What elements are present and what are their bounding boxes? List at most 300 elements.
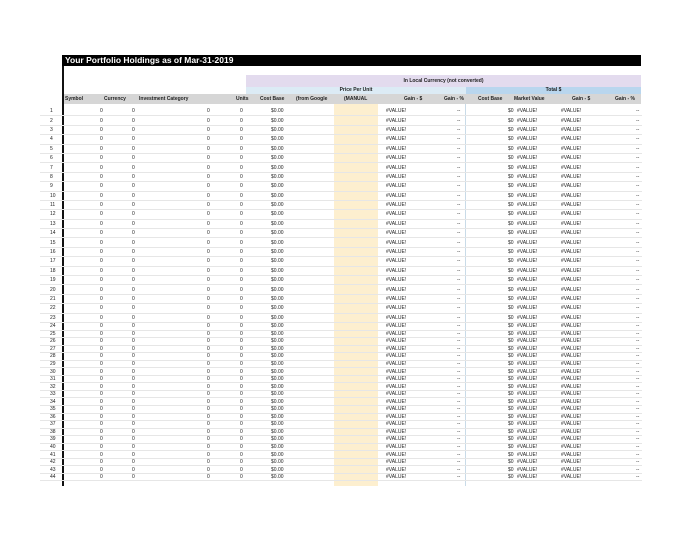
cell-total-gain-dollar[interactable]: #VALUE!	[561, 249, 582, 256]
header-total-gain-pct[interactable]: Gain - %	[615, 96, 636, 102]
cell-total-gain-dollar[interactable]: #VALUE!	[561, 421, 582, 428]
cell-market-value[interactable]: #VALUE!	[517, 145, 538, 152]
cell-gain-pct[interactable]: --	[457, 398, 461, 405]
table-row[interactable]	[40, 248, 642, 257]
cell-symbol[interactable]: 0	[100, 164, 103, 171]
cell-total-gain-pct[interactable]: --	[636, 249, 640, 256]
table-row[interactable]	[40, 406, 642, 414]
cell-gain-dollar[interactable]: #VALUE!	[386, 267, 407, 274]
cell-currency[interactable]: 0	[132, 230, 135, 237]
cell-units[interactable]: 0	[240, 136, 243, 143]
cell-gain-pct[interactable]: --	[457, 164, 461, 171]
cell-category[interactable]: 0	[207, 230, 210, 237]
cell-currency[interactable]: 0	[132, 108, 135, 115]
cell-gain-dollar[interactable]: #VALUE!	[386, 345, 407, 352]
cell-gain-dollar[interactable]: #VALUE!	[386, 108, 407, 115]
cell-cost-base[interactable]: $0.00	[271, 286, 284, 293]
cell-total-cost-base[interactable]: $0	[508, 391, 514, 398]
cell-market-value[interactable]: #VALUE!	[517, 277, 538, 284]
cell-symbol[interactable]: 0	[100, 173, 103, 180]
cell-total-gain-dollar[interactable]: #VALUE!	[561, 406, 582, 413]
cell-currency[interactable]: 0	[132, 249, 135, 256]
cell-category[interactable]: 0	[207, 406, 210, 413]
cell-symbol[interactable]: 0	[100, 451, 103, 458]
cell-gain-dollar[interactable]: #VALUE!	[386, 296, 407, 302]
cell-total-gain-pct[interactable]: --	[636, 314, 640, 321]
cell-gain-dollar[interactable]: #VALUE!	[386, 183, 407, 190]
header-total-cost-base[interactable]: Cost Base	[478, 96, 503, 102]
cell-currency[interactable]: 0	[132, 239, 135, 246]
cell-total-gain-pct[interactable]: --	[636, 286, 640, 293]
cell-total-cost-base[interactable]: $0	[508, 345, 514, 352]
cell-cost-base[interactable]: $0.00	[271, 466, 284, 473]
header-gain-pct[interactable]: Gain - %	[444, 96, 465, 102]
cell-gain-pct[interactable]: --	[457, 451, 461, 458]
cell-market-value[interactable]: #VALUE!	[517, 286, 538, 293]
cell-total-gain-dollar[interactable]: #VALUE!	[561, 398, 582, 405]
cell-market-value[interactable]: #VALUE!	[517, 164, 538, 171]
cell-symbol[interactable]: 0	[100, 117, 103, 124]
cell-units[interactable]: 0	[240, 421, 243, 428]
cell-symbol[interactable]: 0	[100, 330, 103, 337]
table-row[interactable]	[40, 154, 642, 163]
cell-market-value[interactable]: #VALUE!	[517, 305, 538, 312]
cell-category[interactable]: 0	[207, 428, 210, 435]
cell-gain-pct[interactable]: --	[457, 413, 461, 420]
cell-gain-pct[interactable]: --	[457, 360, 461, 367]
cell-currency[interactable]: 0	[132, 376, 135, 383]
cell-gain-dollar[interactable]: #VALUE!	[386, 466, 407, 473]
cell-total-gain-dollar[interactable]: #VALUE!	[561, 126, 582, 133]
cell-total-gain-pct[interactable]: --	[636, 108, 640, 115]
table-row[interactable]	[40, 304, 642, 313]
cell-currency[interactable]: 0	[132, 126, 135, 133]
cell-total-gain-dollar[interactable]: #VALUE!	[561, 413, 582, 420]
cell-gain-pct[interactable]: --	[457, 391, 461, 398]
cell-total-gain-pct[interactable]: --	[636, 474, 640, 481]
table-row[interactable]	[40, 210, 642, 219]
cell-total-gain-dollar[interactable]: #VALUE!	[561, 202, 582, 209]
cell-total-cost-base[interactable]: $0	[508, 444, 514, 450]
cell-gain-dollar[interactable]: #VALUE!	[386, 421, 407, 428]
cell-cost-base[interactable]: $0.00	[271, 383, 284, 390]
cell-category[interactable]: 0	[207, 383, 210, 390]
cell-market-value[interactable]: #VALUE!	[517, 421, 538, 428]
cell-category[interactable]: 0	[207, 360, 210, 367]
cell-currency[interactable]: 0	[132, 353, 135, 360]
table-row[interactable]	[40, 353, 642, 361]
cell-currency[interactable]: 0	[132, 451, 135, 458]
cell-market-value[interactable]: #VALUE!	[517, 413, 538, 420]
cell-units[interactable]: 0	[240, 108, 243, 115]
header-market-value[interactable]: Market Value	[514, 96, 545, 102]
cell-units[interactable]: 0	[240, 459, 243, 466]
cell-gain-dollar[interactable]: #VALUE!	[386, 211, 407, 218]
cell-category[interactable]: 0	[207, 145, 210, 152]
cell-market-value[interactable]: #VALUE!	[517, 230, 538, 237]
cell-total-gain-pct[interactable]: --	[636, 413, 640, 420]
cell-category[interactable]: 0	[207, 474, 210, 481]
cell-gain-pct[interactable]: --	[457, 155, 461, 162]
cell-total-gain-dollar[interactable]: #VALUE!	[561, 345, 582, 352]
header-units[interactable]: Units	[236, 96, 249, 102]
table-row[interactable]	[40, 436, 642, 444]
cell-market-value[interactable]: #VALUE!	[517, 249, 538, 256]
cell-market-value[interactable]: #VALUE!	[517, 444, 538, 450]
cell-total-gain-dollar[interactable]: #VALUE!	[561, 145, 582, 152]
cell-total-gain-dollar[interactable]: #VALUE!	[561, 436, 582, 443]
table-row[interactable]	[40, 314, 642, 323]
cell-market-value[interactable]: #VALUE!	[517, 126, 538, 133]
cell-market-value[interactable]: #VALUE!	[517, 383, 538, 390]
cell-total-gain-dollar[interactable]: #VALUE!	[561, 230, 582, 237]
cell-market-value[interactable]: #VALUE!	[517, 353, 538, 360]
cell-gain-dollar[interactable]: #VALUE!	[386, 323, 407, 330]
cell-gain-pct[interactable]: --	[457, 239, 461, 246]
cell-total-gain-dollar[interactable]: #VALUE!	[561, 451, 582, 458]
cell-total-gain-pct[interactable]: --	[636, 183, 640, 190]
cell-currency[interactable]: 0	[132, 173, 135, 180]
cell-total-cost-base[interactable]: $0	[508, 230, 514, 237]
cell-category[interactable]: 0	[207, 345, 210, 352]
cell-cost-base[interactable]: $0.00	[271, 330, 284, 337]
header-total-gain-dollar[interactable]: Gain - $	[572, 96, 591, 102]
cell-total-gain-pct[interactable]: --	[636, 230, 640, 237]
cell-units[interactable]: 0	[240, 126, 243, 133]
cell-total-gain-pct[interactable]: --	[636, 296, 640, 302]
cell-total-gain-pct[interactable]: --	[636, 360, 640, 367]
cell-symbol[interactable]: 0	[100, 466, 103, 473]
cell-currency[interactable]: 0	[132, 145, 135, 152]
cell-market-value[interactable]: #VALUE!	[517, 466, 538, 473]
cell-symbol[interactable]: 0	[100, 368, 103, 375]
cell-gain-dollar[interactable]: #VALUE!	[386, 383, 407, 390]
table-row[interactable]	[40, 451, 642, 459]
table-row[interactable]	[40, 444, 642, 452]
cell-cost-base[interactable]: $0.00	[271, 211, 284, 218]
cell-gain-dollar[interactable]: #VALUE!	[386, 155, 407, 162]
table-row[interactable]	[40, 116, 642, 125]
cell-category[interactable]: 0	[207, 338, 210, 345]
cell-symbol[interactable]: 0	[100, 286, 103, 293]
cell-units[interactable]: 0	[240, 353, 243, 360]
cell-category[interactable]: 0	[207, 277, 210, 284]
cell-units[interactable]: 0	[240, 338, 243, 345]
cell-symbol[interactable]: 0	[100, 145, 103, 152]
cell-gain-dollar[interactable]: #VALUE!	[386, 451, 407, 458]
cell-currency[interactable]: 0	[132, 368, 135, 375]
table-row[interactable]	[40, 421, 642, 429]
cell-market-value[interactable]: #VALUE!	[517, 368, 538, 375]
cell-units[interactable]: 0	[240, 398, 243, 405]
table-row[interactable]	[40, 331, 642, 339]
cell-market-value[interactable]: #VALUE!	[517, 406, 538, 413]
cell-units[interactable]: 0	[240, 202, 243, 209]
cell-currency[interactable]: 0	[132, 155, 135, 162]
cell-currency[interactable]: 0	[132, 192, 135, 199]
cell-market-value[interactable]: #VALUE!	[517, 136, 538, 143]
cell-total-cost-base[interactable]: $0	[508, 360, 514, 367]
cell-currency[interactable]: 0	[132, 474, 135, 481]
cell-category[interactable]: 0	[207, 444, 210, 450]
cell-total-gain-dollar[interactable]: #VALUE!	[561, 466, 582, 473]
cell-category[interactable]: 0	[207, 192, 210, 199]
cell-total-cost-base[interactable]: $0	[508, 183, 514, 190]
cell-units[interactable]: 0	[240, 391, 243, 398]
cell-total-gain-dollar[interactable]: #VALUE!	[561, 338, 582, 345]
header-symbol[interactable]: Symbol	[65, 96, 84, 102]
cell-total-gain-pct[interactable]: --	[636, 155, 640, 162]
header-cost-base[interactable]: Cost Base	[260, 96, 285, 102]
cell-units[interactable]: 0	[240, 173, 243, 180]
cell-category[interactable]: 0	[207, 258, 210, 265]
cell-gain-pct[interactable]: --	[457, 338, 461, 345]
cell-gain-dollar[interactable]: #VALUE!	[386, 258, 407, 265]
cell-gain-dollar[interactable]: #VALUE!	[386, 239, 407, 246]
cell-gain-pct[interactable]: --	[457, 202, 461, 209]
cell-market-value[interactable]: #VALUE!	[517, 323, 538, 330]
cell-total-gain-pct[interactable]: --	[636, 398, 640, 405]
cell-gain-dollar[interactable]: #VALUE!	[386, 459, 407, 466]
cell-cost-base[interactable]: $0.00	[271, 421, 284, 428]
cell-total-gain-pct[interactable]: --	[636, 126, 640, 133]
cell-total-cost-base[interactable]: $0	[508, 108, 514, 115]
cell-cost-base[interactable]: $0.00	[271, 258, 284, 265]
cell-cost-base[interactable]: $0.00	[271, 314, 284, 321]
cell-units[interactable]: 0	[240, 444, 243, 450]
cell-total-cost-base[interactable]: $0	[508, 368, 514, 375]
cell-total-gain-pct[interactable]: --	[636, 173, 640, 180]
cell-total-gain-pct[interactable]: --	[636, 239, 640, 246]
cell-total-gain-dollar[interactable]: #VALUE!	[561, 117, 582, 124]
table-row[interactable]	[40, 201, 642, 210]
cell-gain-dollar[interactable]: #VALUE!	[386, 136, 407, 143]
table-row[interactable]	[40, 182, 642, 191]
cell-gain-dollar[interactable]: #VALUE!	[386, 444, 407, 450]
cell-total-gain-pct[interactable]: --	[636, 428, 640, 435]
cell-category[interactable]: 0	[207, 398, 210, 405]
cell-units[interactable]: 0	[240, 296, 243, 302]
cell-total-cost-base[interactable]: $0	[508, 338, 514, 345]
cell-total-cost-base[interactable]: $0	[508, 286, 514, 293]
cell-total-cost-base[interactable]: $0	[508, 413, 514, 420]
table-row[interactable]	[40, 295, 642, 304]
cell-units[interactable]: 0	[240, 277, 243, 284]
cell-currency[interactable]: 0	[132, 258, 135, 265]
cell-total-gain-dollar[interactable]: #VALUE!	[561, 211, 582, 218]
cell-symbol[interactable]: 0	[100, 126, 103, 133]
cell-currency[interactable]: 0	[132, 383, 135, 390]
cell-units[interactable]: 0	[240, 451, 243, 458]
cell-category[interactable]: 0	[207, 391, 210, 398]
cell-cost-base[interactable]: $0.00	[271, 267, 284, 274]
cell-symbol[interactable]: 0	[100, 192, 103, 199]
cell-gain-pct[interactable]: --	[457, 286, 461, 293]
cell-market-value[interactable]: #VALUE!	[517, 192, 538, 199]
cell-gain-pct[interactable]: --	[457, 230, 461, 237]
cell-cost-base[interactable]: $0.00	[271, 428, 284, 435]
cell-cost-base[interactable]: $0.00	[271, 164, 284, 171]
cell-symbol[interactable]: 0	[100, 360, 103, 367]
cell-gain-pct[interactable]: --	[457, 368, 461, 375]
cell-gain-pct[interactable]: --	[457, 117, 461, 124]
cell-gain-dollar[interactable]: #VALUE!	[386, 145, 407, 152]
cell-total-gain-pct[interactable]: --	[636, 421, 640, 428]
cell-total-gain-dollar[interactable]: #VALUE!	[561, 330, 582, 337]
cell-total-gain-pct[interactable]: --	[636, 444, 640, 450]
cell-currency[interactable]: 0	[132, 305, 135, 312]
cell-symbol[interactable]: 0	[100, 239, 103, 246]
cell-currency[interactable]: 0	[132, 413, 135, 420]
cell-symbol[interactable]: 0	[100, 428, 103, 435]
cell-currency[interactable]: 0	[132, 136, 135, 143]
cell-cost-base[interactable]: $0.00	[271, 398, 284, 405]
cell-total-cost-base[interactable]: $0	[508, 353, 514, 360]
cell-gain-pct[interactable]: --	[457, 305, 461, 312]
cell-units[interactable]: 0	[240, 220, 243, 227]
cell-symbol[interactable]: 0	[100, 444, 103, 450]
cell-gain-dollar[interactable]: #VALUE!	[386, 173, 407, 180]
cell-units[interactable]: 0	[240, 466, 243, 473]
cell-symbol[interactable]: 0	[100, 406, 103, 413]
cell-currency[interactable]: 0	[132, 459, 135, 466]
cell-market-value[interactable]: #VALUE!	[517, 108, 538, 115]
cell-market-value[interactable]: #VALUE!	[517, 239, 538, 246]
cell-gain-pct[interactable]: --	[457, 466, 461, 473]
cell-currency[interactable]: 0	[132, 183, 135, 190]
cell-market-value[interactable]: #VALUE!	[517, 451, 538, 458]
cell-total-gain-dollar[interactable]: #VALUE!	[561, 314, 582, 321]
cell-category[interactable]: 0	[207, 296, 210, 302]
cell-total-gain-pct[interactable]: --	[636, 353, 640, 360]
cell-total-cost-base[interactable]: $0	[508, 398, 514, 405]
table-row[interactable]	[40, 145, 642, 154]
cell-gain-dollar[interactable]: #VALUE!	[386, 249, 407, 256]
cell-total-gain-dollar[interactable]: #VALUE!	[561, 383, 582, 390]
cell-gain-pct[interactable]: --	[457, 296, 461, 302]
cell-market-value[interactable]: #VALUE!	[517, 391, 538, 398]
cell-units[interactable]: 0	[240, 428, 243, 435]
cell-units[interactable]: 0	[240, 258, 243, 265]
cell-total-gain-pct[interactable]: --	[636, 220, 640, 227]
cell-market-value[interactable]: #VALUE!	[517, 376, 538, 383]
cell-currency[interactable]: 0	[132, 391, 135, 398]
cell-symbol[interactable]: 0	[100, 314, 103, 321]
cell-gain-pct[interactable]: --	[457, 436, 461, 443]
cell-gain-dollar[interactable]: #VALUE!	[386, 277, 407, 284]
cell-total-gain-dollar[interactable]: #VALUE!	[561, 296, 582, 302]
cell-category[interactable]: 0	[207, 211, 210, 218]
cell-cost-base[interactable]: $0.00	[271, 368, 284, 375]
cell-currency[interactable]: 0	[132, 466, 135, 473]
cell-gain-dollar[interactable]: #VALUE!	[386, 286, 407, 293]
cell-symbol[interactable]: 0	[100, 338, 103, 345]
cell-symbol[interactable]: 0	[100, 305, 103, 312]
cell-total-gain-dollar[interactable]: #VALUE!	[561, 360, 582, 367]
cell-units[interactable]: 0	[240, 239, 243, 246]
cell-total-cost-base[interactable]: $0	[508, 314, 514, 321]
cell-units[interactable]: 0	[240, 323, 243, 330]
cell-total-gain-dollar[interactable]: #VALUE!	[561, 368, 582, 375]
cell-symbol[interactable]: 0	[100, 398, 103, 405]
cell-total-cost-base[interactable]: $0	[508, 211, 514, 218]
table-row[interactable]	[40, 229, 642, 238]
cell-category[interactable]: 0	[207, 421, 210, 428]
cell-total-cost-base[interactable]: $0	[508, 466, 514, 473]
cell-units[interactable]: 0	[240, 230, 243, 237]
cell-category[interactable]: 0	[207, 305, 210, 312]
cell-total-gain-pct[interactable]: --	[636, 459, 640, 466]
cell-gain-dollar[interactable]: #VALUE!	[386, 474, 407, 481]
header-from-google[interactable]: (from Google	[296, 96, 328, 102]
cell-total-cost-base[interactable]: $0	[508, 376, 514, 383]
cell-units[interactable]: 0	[240, 406, 243, 413]
cell-gain-dollar[interactable]: #VALUE!	[386, 330, 407, 337]
cell-units[interactable]: 0	[240, 305, 243, 312]
cell-symbol[interactable]: 0	[100, 383, 103, 390]
cell-cost-base[interactable]: $0.00	[271, 126, 284, 133]
table-row[interactable]	[40, 323, 642, 331]
cell-gain-dollar[interactable]: #VALUE!	[386, 192, 407, 199]
cell-currency[interactable]: 0	[132, 398, 135, 405]
cell-category[interactable]: 0	[207, 108, 210, 115]
cell-total-gain-pct[interactable]: --	[636, 330, 640, 337]
cell-total-gain-pct[interactable]: --	[636, 466, 640, 473]
cell-units[interactable]: 0	[240, 286, 243, 293]
table-row[interactable]	[40, 383, 642, 391]
cell-cost-base[interactable]: $0.00	[271, 108, 284, 115]
cell-category[interactable]: 0	[207, 136, 210, 143]
cell-total-cost-base[interactable]: $0	[508, 406, 514, 413]
cell-category[interactable]: 0	[207, 286, 210, 293]
cell-market-value[interactable]: #VALUE!	[517, 428, 538, 435]
cell-units[interactable]: 0	[240, 368, 243, 375]
cell-total-cost-base[interactable]: $0	[508, 258, 514, 265]
header-category[interactable]: Investment Category	[139, 96, 189, 102]
cell-cost-base[interactable]: $0.00	[271, 406, 284, 413]
cell-total-gain-pct[interactable]: --	[636, 338, 640, 345]
cell-market-value[interactable]: #VALUE!	[517, 296, 538, 302]
cell-gain-dollar[interactable]: #VALUE!	[386, 360, 407, 367]
cell-gain-dollar[interactable]: #VALUE!	[386, 368, 407, 375]
cell-cost-base[interactable]: $0.00	[271, 391, 284, 398]
cell-symbol[interactable]: 0	[100, 155, 103, 162]
cell-total-gain-pct[interactable]: --	[636, 406, 640, 413]
cell-total-gain-pct[interactable]: --	[636, 368, 640, 375]
cell-units[interactable]: 0	[240, 345, 243, 352]
cell-total-cost-base[interactable]: $0	[508, 474, 514, 481]
cell-symbol[interactable]: 0	[100, 376, 103, 383]
cell-total-gain-pct[interactable]: --	[636, 211, 640, 218]
table-row[interactable]	[40, 391, 642, 399]
cell-total-gain-pct[interactable]: --	[636, 258, 640, 265]
table-row[interactable]	[40, 414, 642, 422]
cell-total-gain-pct[interactable]: --	[636, 277, 640, 284]
cell-gain-pct[interactable]: --	[457, 323, 461, 330]
cell-gain-dollar[interactable]: #VALUE!	[386, 338, 407, 345]
table-row[interactable]	[40, 107, 642, 116]
cell-cost-base[interactable]: $0.00	[271, 136, 284, 143]
cell-currency[interactable]: 0	[132, 202, 135, 209]
cell-gain-pct[interactable]: --	[457, 353, 461, 360]
cell-symbol[interactable]: 0	[100, 345, 103, 352]
cell-units[interactable]: 0	[240, 155, 243, 162]
header-manual[interactable]: (MANUAL	[344, 96, 368, 102]
cell-gain-pct[interactable]: --	[457, 459, 461, 466]
table-row[interactable]	[40, 474, 642, 482]
cell-total-gain-pct[interactable]: --	[636, 117, 640, 124]
cell-cost-base[interactable]: $0.00	[271, 436, 284, 443]
